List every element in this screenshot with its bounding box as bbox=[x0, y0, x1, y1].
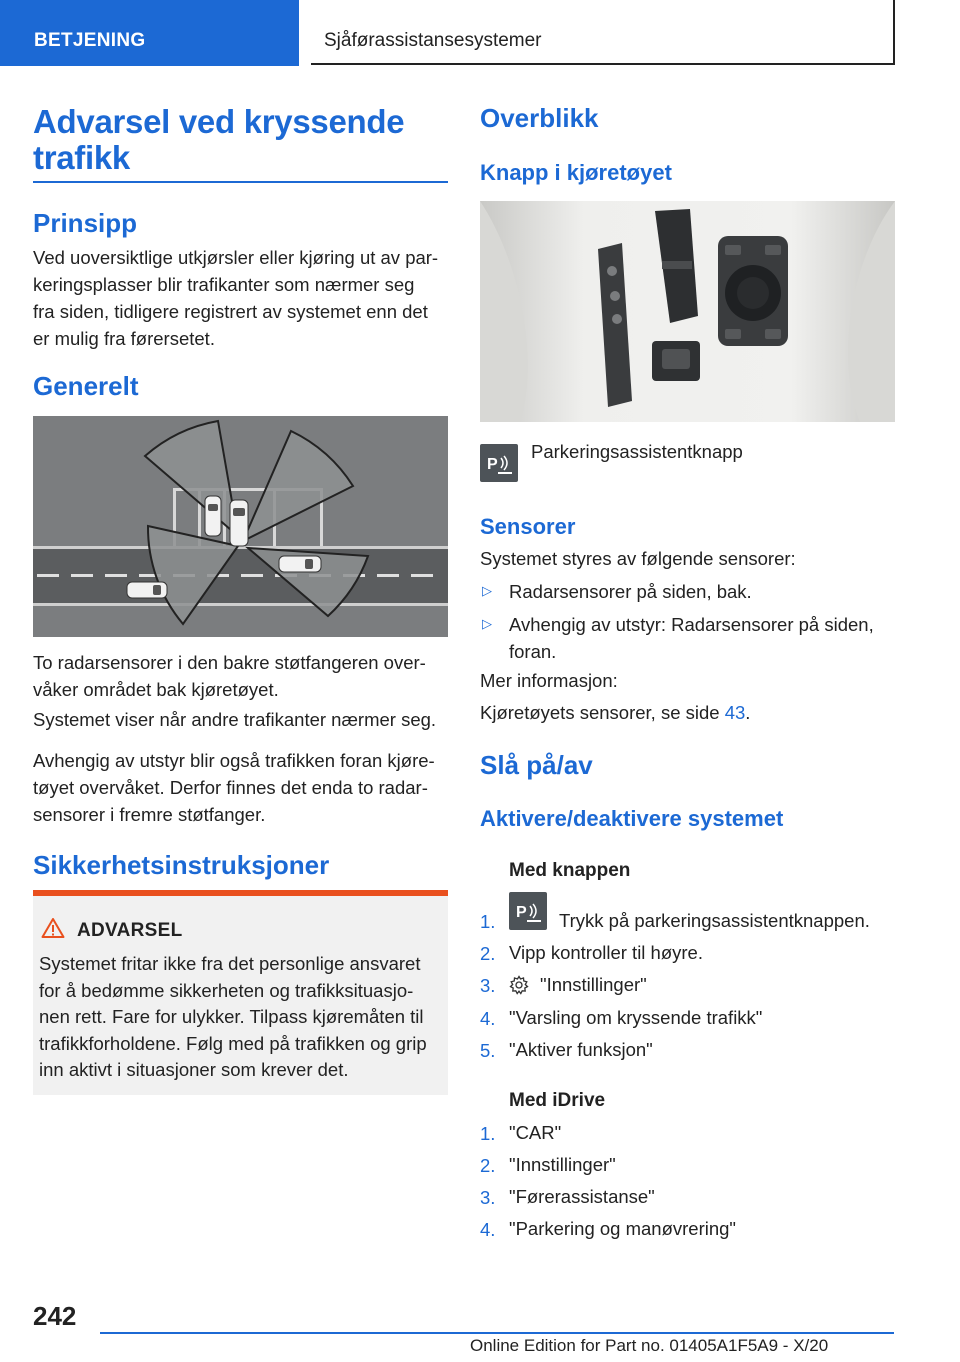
prinsipp-heading: Prinsipp bbox=[33, 208, 138, 238]
footer-rule bbox=[100, 1332, 894, 1334]
step-number: 2. bbox=[480, 1155, 496, 1176]
text-line: for å bedømme sikkerheten og trafikksituasjo‐ bbox=[39, 979, 414, 1001]
text-line: fra siden, tidligere registrert av systemet enn det bbox=[33, 301, 428, 322]
step-number: 1. bbox=[480, 1123, 496, 1144]
warning-label: ADVARSEL bbox=[77, 920, 183, 941]
step-text: "Parkering og manøvrering" bbox=[509, 1218, 737, 1239]
sensor-item-2 bbox=[509, 611, 874, 665]
text-line: inn aktivt i situasjoner som krever det. bbox=[39, 1059, 349, 1080]
step-text: "CAR" bbox=[509, 1122, 562, 1143]
section-tab bbox=[0, 0, 299, 66]
text-line: Avhengig av utstyr blir også trafikken foran kjøre‐ bbox=[33, 750, 435, 771]
step-number: 3. bbox=[480, 1187, 496, 1208]
text-line: To radarsensorer i den bakre støtfangeren over‐ bbox=[33, 652, 426, 673]
aktivere-heading: Aktivere/deaktivere systemet bbox=[480, 806, 784, 831]
cross-traffic-diagram bbox=[33, 416, 448, 637]
step-text: "Innstillinger" bbox=[509, 1154, 616, 1175]
step-text: "Aktiver funksjon" bbox=[509, 1039, 653, 1060]
sla-heading: Slå på/av bbox=[480, 750, 593, 780]
warning-box bbox=[33, 890, 448, 1095]
prinsipp-text bbox=[33, 244, 453, 352]
section-label: BETJENING bbox=[34, 30, 146, 51]
page-title bbox=[33, 104, 448, 176]
console-drawing bbox=[480, 201, 895, 422]
generelt-text-3 bbox=[33, 747, 453, 828]
edition-note: Online Edition for Part no. 01405A1F5A9 - X/20 bbox=[470, 1336, 829, 1355]
sensor-reference bbox=[480, 699, 750, 726]
park-assist-icon bbox=[480, 444, 518, 482]
chapter-label: Sjåførassistansesystemer bbox=[324, 30, 542, 51]
chapter-header bbox=[311, 0, 895, 65]
sikkerhet-heading: Sikkerhetsinstruksjoner bbox=[33, 850, 330, 880]
park-assist-icon bbox=[509, 892, 547, 930]
text-line: foran. bbox=[509, 641, 557, 662]
cross-traffic-illustration bbox=[33, 416, 448, 637]
center-console-photo bbox=[480, 201, 895, 422]
text-line: Systemet fritar ikke fra det personlige ansvaret bbox=[39, 953, 421, 974]
text-line: sensorer i fremre støtfanger. bbox=[33, 804, 266, 825]
warning-text bbox=[39, 951, 447, 1084]
title-line: Advarsel ved kryssende bbox=[33, 103, 405, 140]
step-number: 4. bbox=[480, 1008, 496, 1029]
title-rule bbox=[33, 181, 448, 183]
reference-end: . bbox=[745, 702, 751, 723]
step-number: 2. bbox=[480, 943, 496, 964]
generelt-heading: Generelt bbox=[33, 371, 139, 401]
step-text: "Innstillinger" bbox=[540, 974, 647, 995]
svg-text:P: P bbox=[516, 904, 527, 921]
step-text: "Førerassistanse" bbox=[509, 1186, 655, 1207]
warning-bar bbox=[33, 890, 448, 896]
step-text: Vipp kontroller til høyre. bbox=[509, 942, 703, 963]
knapp-heading: Knapp i kjøretøyet bbox=[480, 160, 672, 185]
text-line: våker området bak kjøretøyet. bbox=[33, 679, 279, 700]
step-text: Trykk på parkeringsassistentknappen. bbox=[559, 910, 870, 931]
step-text: "Varsling om kryssende trafikk" bbox=[509, 1007, 763, 1028]
generelt-text-2: Systemet viser når andre trafikanter nærmer seg. bbox=[33, 709, 437, 730]
gear-icon bbox=[509, 975, 529, 1000]
sensorer-intro: Systemet styres av følgende sensorer: bbox=[480, 548, 796, 569]
step-number: 5. bbox=[480, 1040, 496, 1061]
text-line: er mulig fra førersetet. bbox=[33, 328, 215, 349]
text-line: trafikkforholdene. Følg med på trafikken og grip bbox=[39, 1032, 427, 1054]
warning-triangle-icon bbox=[41, 917, 65, 944]
med-idrive-heading: Med iDrive bbox=[509, 1090, 606, 1111]
mer-info: Mer informasjon: bbox=[480, 670, 618, 691]
overblikk-heading: Overblikk bbox=[480, 103, 599, 133]
step-number: 4. bbox=[480, 1219, 496, 1240]
generelt-text-1 bbox=[33, 649, 453, 703]
sensorer-heading: Sensorer bbox=[480, 514, 576, 539]
page-number: 242 bbox=[33, 1301, 77, 1331]
title-line: trafikk bbox=[33, 139, 130, 176]
svg-text:P: P bbox=[487, 456, 498, 473]
bullet-triangle-icon: ▷ bbox=[482, 616, 492, 631]
button-caption: Parkeringsassistentknapp bbox=[531, 441, 743, 462]
reference-text: Kjøretøyets sensorer, se side bbox=[480, 702, 725, 723]
text-line: tøyet overvåket. Derfor finnes det enda to radar‐ bbox=[33, 777, 428, 798]
text-line: Ved uoversiktlige utkjørsler eller kjøring ut av par‐ bbox=[33, 247, 439, 268]
step-number: 1. bbox=[480, 911, 496, 932]
text-line: keringsplasser blir trafikanter som nærmer seg bbox=[33, 274, 415, 295]
step-number: 3. bbox=[480, 975, 496, 996]
bullet-triangle-icon: ▷ bbox=[482, 583, 492, 598]
sensor-item-1: Radarsensorer på siden, bak. bbox=[509, 581, 752, 602]
page-link[interactable]: 43 bbox=[724, 702, 746, 723]
text-line: Avhengig av utstyr: Radarsensorer på siden, bbox=[509, 614, 874, 635]
text-line: nen rett. Fare for ulykker. Tilpass kjøremåten til bbox=[39, 1006, 424, 1027]
med-knappen-heading: Med knappen bbox=[509, 860, 631, 881]
